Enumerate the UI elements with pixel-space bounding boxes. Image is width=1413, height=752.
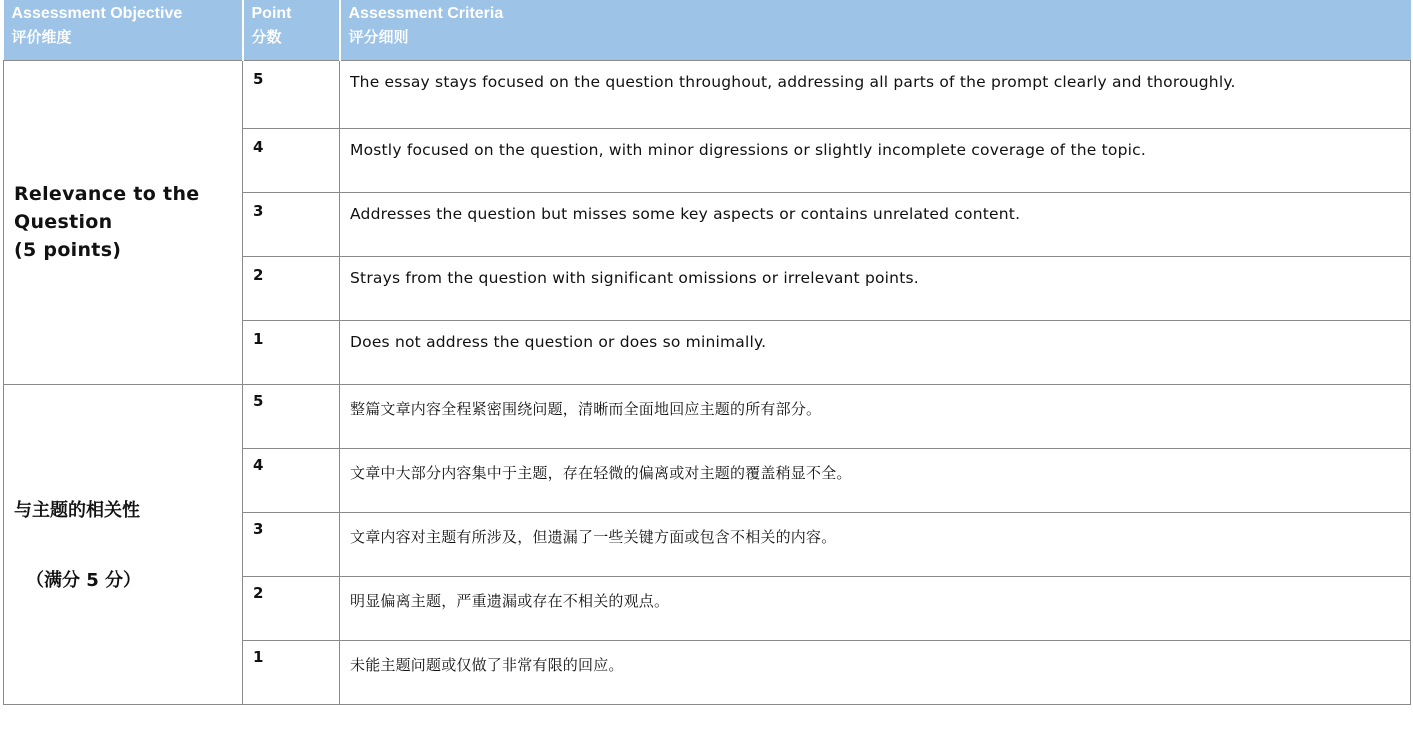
- objective-en-line1: Relevance to the: [14, 183, 200, 205]
- header-objective-cn: 评价维度: [11, 29, 72, 46]
- point-cell: 3: [243, 192, 340, 256]
- criteria-cell: 整篇文章内容全程紧密围绕问题，清晰而全面地回应主题的所有部分。: [340, 384, 1411, 448]
- criteria-cell: 未能主题问题或仅做了非常有限的回应。: [340, 640, 1411, 704]
- point-cell: 3: [243, 512, 340, 576]
- point-cell: 1: [243, 640, 340, 704]
- point-cell: 5: [243, 384, 340, 448]
- objective-cn-line1: 与主题的相关性: [14, 500, 140, 521]
- objective-cell-cn: [4, 384, 243, 704]
- criteria-cell: Addresses the question but misses some key aspects or contains unrelated content.: [340, 192, 1411, 256]
- objective-cell-en: [4, 60, 243, 384]
- point-cell: 5: [243, 60, 340, 128]
- header-row: [4, 0, 1411, 60]
- table-body: [4, 60, 1411, 704]
- criteria-cell: The essay stays focused on the question throughout, addressing all parts of the prompt clearly and thoroughly.: [340, 60, 1411, 128]
- point-cell: 1: [243, 320, 340, 384]
- header-point: [243, 0, 340, 60]
- criteria-cell: 明显偏离主题，严重遗漏或存在不相关的观点。: [340, 576, 1411, 640]
- header-criteria-cn: 评分细则: [348, 29, 409, 46]
- criteria-cell: 文章内容对主题有所涉及，但遗漏了一些关键方面或包含不相关的内容。: [340, 512, 1411, 576]
- header-point-cn: 分数: [251, 29, 282, 46]
- header-criteria-en: Assessment Criteria: [348, 5, 504, 22]
- header-objective: [4, 0, 243, 60]
- header-point-en: Point: [251, 5, 292, 22]
- table-header: [4, 0, 1411, 60]
- point-cell: 2: [243, 256, 340, 320]
- table-row: [4, 60, 1411, 128]
- objective-cn-line2: （满分 5 分）: [26, 570, 142, 591]
- rubric-table: [3, 0, 1411, 705]
- header-criteria: [340, 0, 1411, 60]
- point-cell: 4: [243, 128, 340, 192]
- point-cell: 2: [243, 576, 340, 640]
- criteria-cell: Strays from the question with significant omissions or irrelevant points.: [340, 256, 1411, 320]
- criteria-cell: Mostly focused on the question, with minor digressions or slightly incomplete coverage of the topic.: [340, 128, 1411, 192]
- objective-en-line3: (5 points): [14, 239, 122, 261]
- point-cell: 4: [243, 448, 340, 512]
- table-row: [4, 384, 1411, 448]
- objective-en-line2: Question: [14, 211, 113, 233]
- header-objective-en: Assessment Objective: [11, 5, 183, 22]
- criteria-cell: Does not address the question or does so minimally.: [340, 320, 1411, 384]
- criteria-cell: 文章中大部分内容集中于主题，存在轻微的偏离或对主题的覆盖稍显不全。: [340, 448, 1411, 512]
